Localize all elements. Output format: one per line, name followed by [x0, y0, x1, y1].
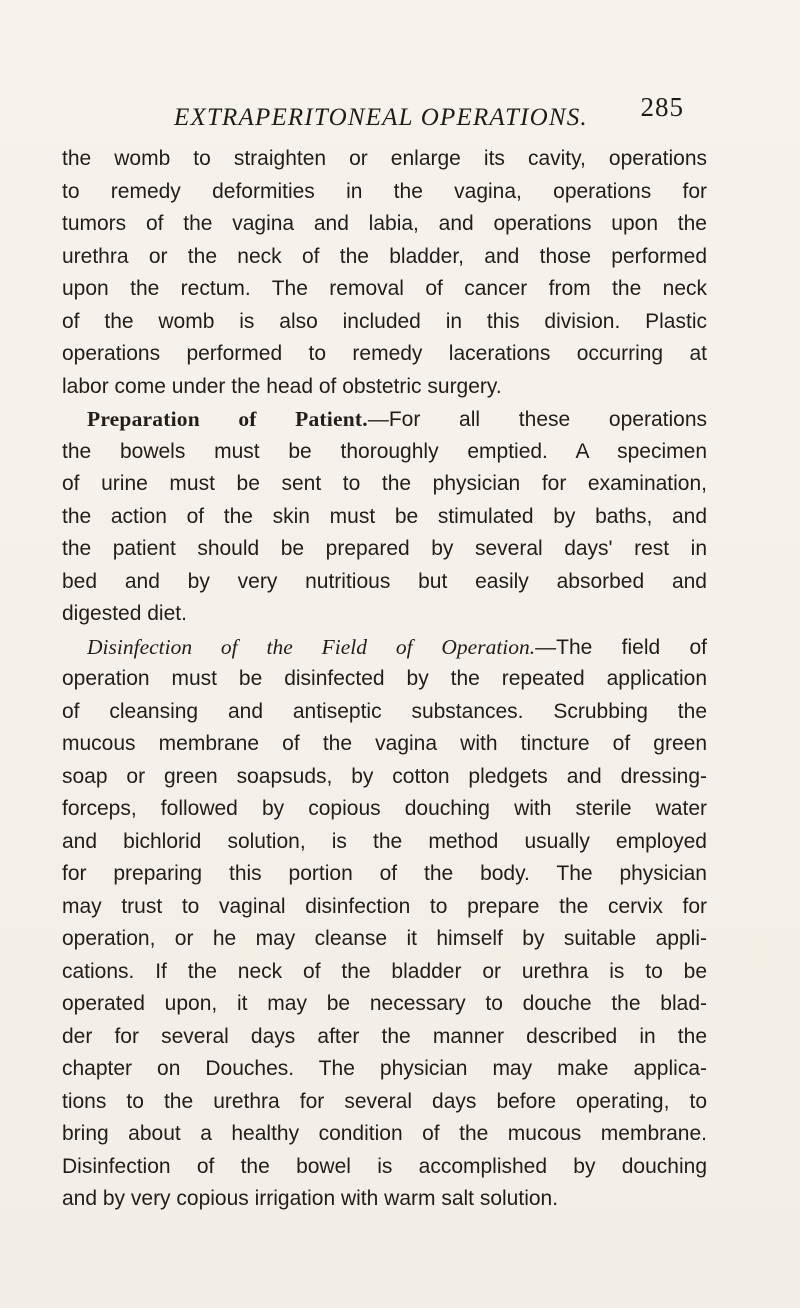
running-head: EXTRAPERITONEAL OPERATIONS.	[174, 104, 588, 131]
section-heading-continuation: —For all these operations	[367, 408, 707, 431]
text-line: and by very copious irrigation with warm salt solution.	[62, 1187, 559, 1210]
text-line: bed and by very nutritious but easily absorbed and	[62, 569, 707, 593]
text-line: the bowels must be thoroughly emptied. A specimen	[62, 439, 707, 463]
text-line: tumors of the vagina and labia, and operations upon the	[62, 212, 707, 235]
text-line: may trust to vaginal disinfection to prepare the cervix for	[62, 894, 707, 918]
text-line: for preparing this portion of the body. The physician	[62, 862, 707, 885]
text-line: bring about a healthy condition of the mucous membrane.	[62, 1122, 707, 1145]
text-line: of urine must be sent to the physician for examination,	[62, 472, 707, 495]
text-line: Disinfection of the bowel is accomplished by douching	[62, 1154, 707, 1178]
text-line: the patient should be prepared by several days' rest in	[62, 537, 707, 560]
text-line: tions to the urethra for several days before operating, to	[62, 1089, 707, 1113]
text-line: mucous membrane of the vagina with tincture of green	[62, 732, 707, 755]
text-line: of the womb is also included in this division. Plastic	[62, 309, 707, 333]
section-heading-disinfection: Disinfection of the Field of Operation.	[87, 634, 536, 659]
text-line: cations. If the neck of the bladder or urethra is to be	[62, 959, 707, 983]
text-line: operation, or he may cleanse it himself by suitable appli-	[62, 927, 707, 950]
text-line: the action of the skin must be stimulated by baths, and	[62, 504, 707, 528]
text-line: to remedy deformities in the vagina, operations for	[62, 179, 707, 203]
body-text	[62, 143, 707, 1216]
text-line: chapter on Douches. The physician may make applica-	[62, 1057, 707, 1080]
text-line: operations performed to remedy lacerations occurring at	[62, 342, 707, 365]
text-line: operated upon, it may be necessary to douche the blad-	[62, 992, 707, 1015]
text-line: of cleansing and antiseptic substances. Scrubbing the	[62, 699, 707, 723]
section-heading-continuation: —The field of	[535, 635, 707, 659]
text-line: digested diet.	[62, 602, 187, 625]
text-line: upon the rectum. The removal of cancer from the neck	[62, 277, 707, 300]
page-header	[174, 92, 684, 134]
text-line: labor come under the head of obstetric surgery.	[62, 374, 502, 398]
text-line: the womb to straighten or enlarge its cavity, operations	[62, 147, 707, 170]
text-line: and bichlorid solution, is the method usually employed	[62, 829, 707, 853]
section-heading-preparation: Preparation of Patient.	[87, 407, 368, 431]
text-line: forceps, followed by copious douching with sterile water	[62, 797, 707, 820]
text-line: soap or green soapsuds, by cotton pledgets and dressing-	[62, 764, 707, 788]
text-line: urethra or the neck of the bladder, and those performed	[62, 244, 707, 268]
text-line: der for several days after the manner described in the	[62, 1024, 707, 1048]
section-heading-line	[62, 631, 707, 664]
page-number: 285	[640, 92, 684, 122]
section-heading-line	[62, 403, 707, 436]
text-line: operation must be disinfected by the repeated application	[62, 667, 707, 690]
